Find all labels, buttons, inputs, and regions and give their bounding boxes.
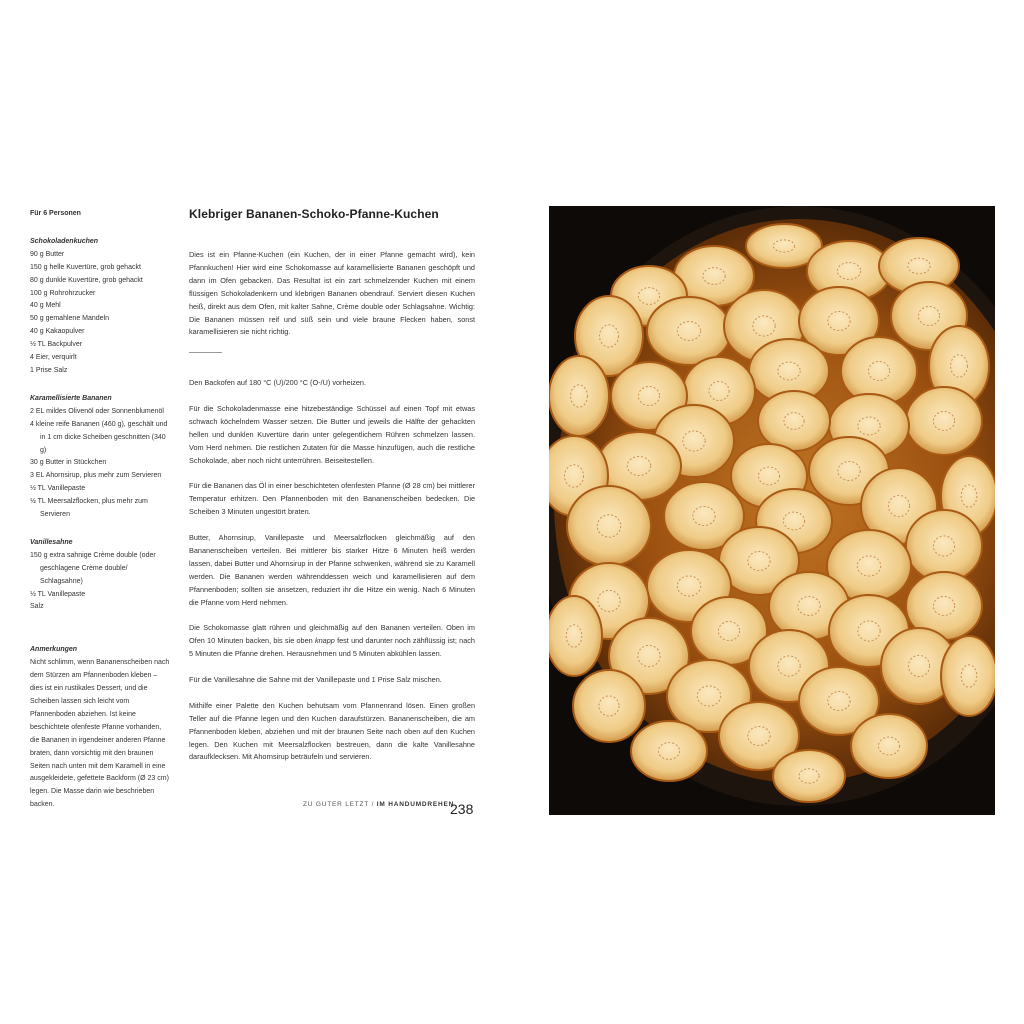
ingredient-item: 50 g gemahlene Mandeln — [30, 315, 110, 323]
recipe-step: Für die Bananen das Öl in einer beschichteten ofenfesten Pfanne (Ø 28 cm) bei mittlerer Temperatur erhitzen. Den Pfannenboden mit den Bananenscheiben bedecken. Die Scheiben 3 Minuten ungestört braten. — [189, 481, 475, 517]
ingredient-item: 30 g Butter in Stückchen — [30, 459, 107, 467]
banana-slice — [851, 714, 927, 778]
recipe-body — [189, 249, 475, 777]
footer-chapter: IM HANDUMDREHEN — [376, 801, 455, 808]
recipe-step: Für die Vanillesahne die Sahne mit der Vanillepaste und 1 Prise Salz mischen. — [189, 675, 442, 684]
ingredient-group-title: Vanillesahne — [30, 538, 73, 546]
banana-slice — [549, 596, 602, 676]
ingredient-item: 150 g helle Kuvertüre, grob gehackt — [30, 263, 141, 271]
ingredient-group-bananas — [30, 393, 170, 522]
banana-slice — [573, 670, 645, 742]
banana-slice — [647, 297, 731, 365]
ingredient-item: 40 g Mehl — [30, 302, 61, 310]
ingredient-item: ½ TL Backpulver — [30, 341, 83, 349]
recipe-title: Klebriger Bananen-Schoko-Pfanne-Kuchen — [189, 207, 439, 221]
banana-slice — [773, 750, 845, 802]
ingredient-item: 90 g Butter — [30, 250, 65, 258]
ingredient-group-title: Karamellisierte Bananen — [30, 394, 112, 402]
recipe-step: Den Backofen auf 180 °C (U)/200 °C (O-/U) vorheizen. — [189, 378, 366, 388]
running-footer — [303, 801, 454, 808]
divider — [189, 352, 222, 353]
notes-section — [30, 644, 170, 812]
ingredient-item: 150 g extra sahnige Crème double (oder geschlagene Crème double/ Schlagsahne) — [30, 551, 156, 585]
banana-slice — [758, 391, 830, 451]
ingredient-item: ½ TL Meersalzflocken, plus mehr zum Servieren — [30, 498, 148, 519]
ingredient-item: 4 kleine reife Bananen (460 g), geschält und in 1 cm dicke Scheiben geschnitten (340 g) — [30, 420, 168, 454]
ingredient-item: ½ TL Vanillepaste — [30, 590, 86, 598]
ingredient-item: 100 g Rohrohrzucker — [30, 289, 96, 297]
ingredient-item: ½ TL Vanillepaste — [30, 485, 86, 493]
banana-slice — [549, 356, 609, 436]
ingredient-item: 4 Eier, verquirlt — [30, 354, 77, 362]
notes-text: Nicht schlimm, wenn Bananenscheiben nach dem Stürzen am Pfannenboden kleben – dies ist ein rustikales Dessert, und die Scheiben lassen sich leicht vom Pfannenboden abziehen. Ist keine beschichtete ofenfeste Pfanne vorhanden, die Bananen in irgendeiner anderen Pfanne braten, dann vorsichtig mit den braunen Seiten nach unten mit dem Karamell in eine ausgekleidete, gefettete Backform (Ø 23 cm) legen. Die Masse darin wie beschrieben backen. — [30, 659, 170, 809]
caramelized-bananas-image — [549, 206, 995, 815]
ingredient-group-vanilla-cream — [30, 537, 170, 614]
ingredient-item: 1 Prise Salz — [30, 366, 68, 374]
banana-slice — [906, 387, 982, 455]
recipe-step: Butter, Ahornsirup, Vanillepaste und Meersalzflocken gleichmäßig auf den Bananenscheiben verteilen. Bei mittlerer bis starker Hitze 6 Minuten heiß werden lassen, dabei Butter und Ahornsirup in der Pfanne schwenken, während sie zu Karamell werden. Die Bananen werden währenddessen weich und karamellisieren auf dem Pfannenboden; sollten sie ansetzen, reduziert ihr die Hitze ein wenig. Nach 6 Minuten die Pfanne vom Herd nehmen. — [189, 533, 475, 607]
step-text: fest und darunter noch zähflüssig ist; nach 5 Minuten die Pfanne drehen. Herausnehmen und 5 Minuten abkühlen lassen. — [189, 636, 475, 659]
banana-slice — [567, 486, 651, 566]
step-emphasis: knapp — [314, 636, 335, 646]
servings-label: Für 6 Personen — [30, 210, 81, 217]
recipe-step: Mithilfe einer Palette den Kuchen behutsam vom Pfannenrand lösen. Einen großen Teller auf die Pfanne legen und den Kuchen daraufstürzen. Bananenscheiben, die am Pfannenboden kleben, abziehen und mit der braunen Seite nach oben auf den Kuchen legen. Den Kuchen mit Meersalzflocken bestreuen, dann die kalte Vanillesahne daraufklecksen. Mit Ahornsirup beträufeln und servieren. — [189, 700, 475, 762]
ingredients-sidebar — [30, 208, 170, 827]
ingredient-item: 2 EL mildes Olivenöl oder Sonnenblumenöl — [30, 407, 164, 415]
recipe-intro: Dies ist ein Pfanne-Kuchen (ein Kuchen, der in einer Pfanne gemacht wird), kein Pfannkuchen! Hier wird eine Schokomasse auf karamellisierte Bananen geschöpft und dann im Ofen gebacken. Das Resultat ist ein zart schmelzender Kuchen mit einem flüssigen Schokoladenkern und klebrigen Bananen obendrauf. Serviert diesen Kuchen heiß, direkt aus dem Ofen, mit kalter Sahne, Crème double oder Schlagsahne. Wichtig: Die Bananen müssen reif und süß sein und viele braune Flecken haben, sonst karamellisieren sie nicht richtig. — [189, 250, 475, 337]
step-text: Die Schokomasse glatt rühren und gleichmäßig auf den Bananen verteilen. Oben im Ofen 10 Minuten backen, bis sie oben — [189, 623, 475, 646]
ingredient-group-title: Schokoladenkuchen — [30, 237, 99, 245]
ingredient-item: 80 g dunkle Kuvertüre, grob gehackt — [30, 276, 143, 284]
ingredient-item: 40 g Kakaopulver — [30, 328, 85, 336]
banana-slice — [631, 721, 707, 781]
ingredient-group-chocolate — [30, 236, 170, 378]
recipe-step — [189, 622, 475, 661]
ingredient-item: 3 EL Ahornsirup, plus mehr zum Servieren — [30, 472, 162, 480]
footer-section: ZU GUTER LETZT / — [303, 801, 377, 808]
ingredient-item: Salz — [30, 603, 44, 611]
page-number: 238 — [450, 801, 474, 817]
recipe-step: Für die Schokoladenmasse eine hitzebeständige Schüssel auf einen Topf mit etwas schwach köchelndem Wasser setzen. Die Butter und jeweils die Hälfte der gehackten hellen und dunklen Kuvertüre darin unter gelegentlichem Rühren schmelzen lassen. Vom Herd nehmen. Die restlichen Zutaten für die Masse hinzufügen, auch die restliche Schokolade, aber noch nicht unterrühren. Beiseitestellen. — [189, 404, 475, 465]
banana-slice — [941, 636, 995, 716]
recipe-photo — [549, 206, 995, 815]
notes-title: Anmerkungen — [30, 646, 78, 654]
